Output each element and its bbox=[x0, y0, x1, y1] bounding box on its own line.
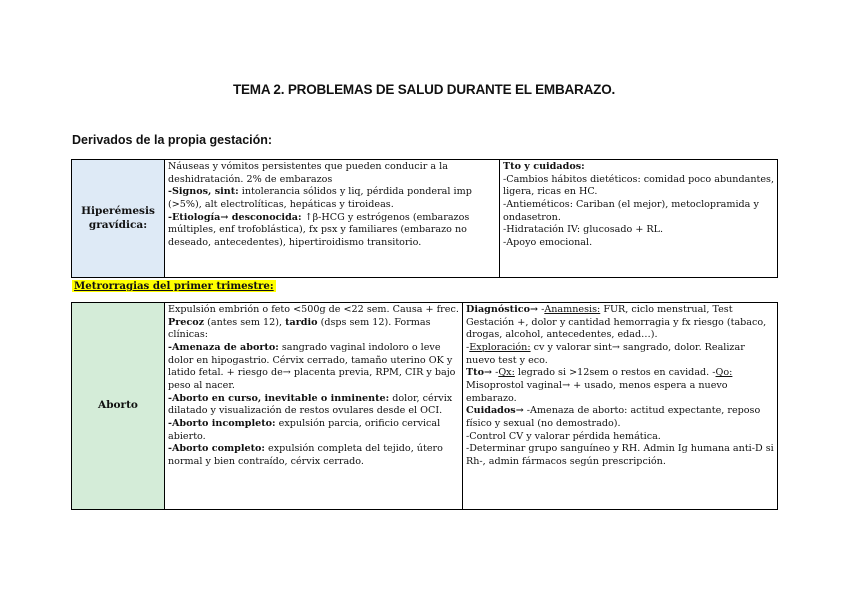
aborto-description bbox=[165, 303, 463, 510]
hiperemesis-treatment bbox=[500, 160, 778, 278]
treatment-header: Tto y cuidados: bbox=[503, 161, 585, 172]
aborto-intro: Expulsión embrión o feto <500g de <22 sem. Causa + frec. Precoz (antes sem 12), tardio (dsps sem 12). Formas clínicas: bbox=[168, 304, 459, 341]
aborto-diagnosis-treatment bbox=[463, 303, 778, 510]
cuidados-line: -Control CV y valorar pérdida hemática. bbox=[466, 430, 661, 442]
cuidados-line: -Determinar grupo sanguíneo y RH. Admin Ig humana anti-D si Rh-, admin fármacos según prescripción. bbox=[466, 443, 774, 467]
hiperemesis-intro: Náuseas y vómitos persistentes que pueden conducir a la deshidratación. 2% de embarazos bbox=[168, 161, 448, 185]
aborto-tratamiento: Tto→ -Qx: legrado si >12sem o restos en cavidad. -Qo: Misoprostol vaginal→ + usado, menos espera a nuevo embarazo. bbox=[466, 367, 733, 404]
aborto-completo: -Aborto completo: expulsión completa del tejido, útero normal y bien contraído, cérvix cerrado. bbox=[168, 443, 443, 467]
aborto-cuidados: Cuidados→ -Amenaza de aborto: actitud expectante, reposo físico y sexual (no demostrado). bbox=[466, 405, 761, 429]
aborto-label: Aborto bbox=[72, 303, 165, 510]
treatment-line: -Cambios hábitos dietéticos: comidad poco abundantes, ligera, ricas en HC. bbox=[503, 173, 775, 198]
treatment-line: -Hidratación IV: glucosado + RL. bbox=[503, 224, 664, 236]
aborto-incompleto: -Aborto incompleto: expulsión parcia, orificio cervical abierto. bbox=[168, 417, 441, 442]
hiperemesis-description bbox=[165, 160, 500, 278]
aborto-diagnostico: Diagnóstico→ -Anamnesis: FUR, ciclo menstrual, Test Gestación +, dolor y cantidad hemorragia y fx riesgo (tabaco, drogas, alcohol, antecedentes, edad…). bbox=[466, 304, 767, 341]
treatment-line: -Apoyo emocional. bbox=[503, 236, 593, 248]
aborto-amenaza: -Amenaza de aborto: sangrado vaginal indoloro o leve dolor en hipogastrio. Cérvix cerrado, tamaño uterino OK y latido fetal. + riesgo de→ placenta previa, RPM, CIR y bajo peso al nacer. bbox=[168, 341, 456, 391]
hiperemesis-etiologia: -Etiología→ desconocida: ↑β-HCG y estrógenos (embarazos múltiples, enf trofoblástica), fx psx y familiares (embarazo no deseado, antecedentes), hipertiroidismo transitorio. bbox=[168, 211, 470, 248]
aborto-en-curso: -Aborto en curso, inevitable o inminente: dolor, cérvix dilatado y visualización de restos ovulares desde el OCI. bbox=[168, 392, 453, 417]
hiperemesis-signos: -Signos, sint: intolerancia sólidos y liq, pérdida ponderal imp (>5%), alt electrolíticas, hepáticas y tiroideas. bbox=[168, 186, 472, 210]
page-title: TEMA 2. PROBLEMAS DE SALUD DURANTE EL EMBARAZO. bbox=[232, 82, 616, 97]
aborto-exploracion: -Exploración: cv y valorar sint→ sangrado, dolor. Realizar nuevo test y eco. bbox=[466, 341, 745, 366]
section-subtitle: Derivados de la propia gestación: bbox=[72, 133, 273, 147]
hiperemesis-label: Hiperémesis gravídica: bbox=[72, 160, 165, 278]
treatment-line: -Antieméticos: Cariban (el mejor), metoclopramida y ondasetron. bbox=[503, 198, 759, 223]
hiperemesis-table bbox=[71, 159, 778, 278]
metrorragias-heading: Metrorragias del primer trimestre: bbox=[74, 280, 274, 292]
aborto-table bbox=[71, 302, 778, 510]
